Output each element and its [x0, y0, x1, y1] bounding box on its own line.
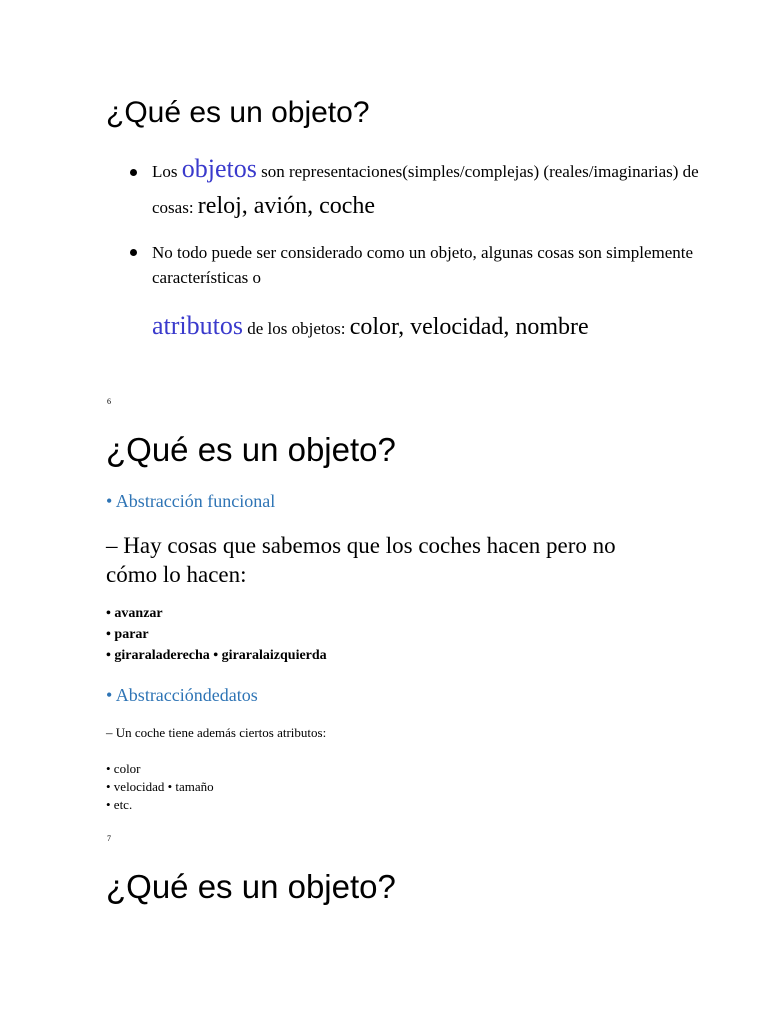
bullet-icon: [130, 169, 137, 176]
bullet-text-body: de los objetos:: [243, 319, 350, 338]
list-item: • parar: [106, 627, 149, 642]
list-item: • color: [106, 761, 141, 776]
list-item: • velocidad • tamaño: [106, 779, 214, 794]
subheading: • Abstracciónde​datos: [106, 685, 258, 705]
paragraph: – Hay cosas que sabemos que los coches hacen pero no cómo lo hacen:: [106, 533, 616, 587]
section-title: ¿Qué es un objeto?: [106, 96, 370, 129]
examples-text: reloj, avión, coche: [197, 193, 376, 219]
paragraph: – Un coche tiene además ciertos atributos:: [106, 725, 327, 740]
list-item: • etc.: [106, 797, 133, 812]
bullet-text-body: son representaciones(simples/complejas) (reales/imaginarias) de cosas:: [152, 162, 699, 217]
attribute-list: [106, 760, 214, 814]
bullet-text-lead: Los: [152, 162, 182, 181]
section-title: ¿Qué es un objeto?: [106, 868, 396, 905]
page-number: 7: [107, 834, 111, 843]
bullet-item: No todo puede ser considerado como un objeto, algunas cosas son simplemente características o: [152, 243, 694, 287]
bullet-continuation: [152, 308, 712, 346]
page-number: 6: [107, 397, 111, 406]
highlight-term: atributos: [152, 311, 243, 340]
function-list: [106, 603, 327, 666]
bullet-icon: [130, 249, 137, 256]
subheading: • Abstracción funcional: [106, 491, 276, 511]
list-item: • avanzar: [106, 606, 163, 621]
highlight-term: objetos: [181, 154, 257, 183]
bullet-item: [152, 152, 712, 225]
section-title: ¿Qué es un objeto?: [106, 431, 396, 468]
examples-text: color, velocidad, nombre: [349, 314, 589, 340]
list-item: • giraraladerecha • giraralaizquierda: [106, 648, 327, 663]
